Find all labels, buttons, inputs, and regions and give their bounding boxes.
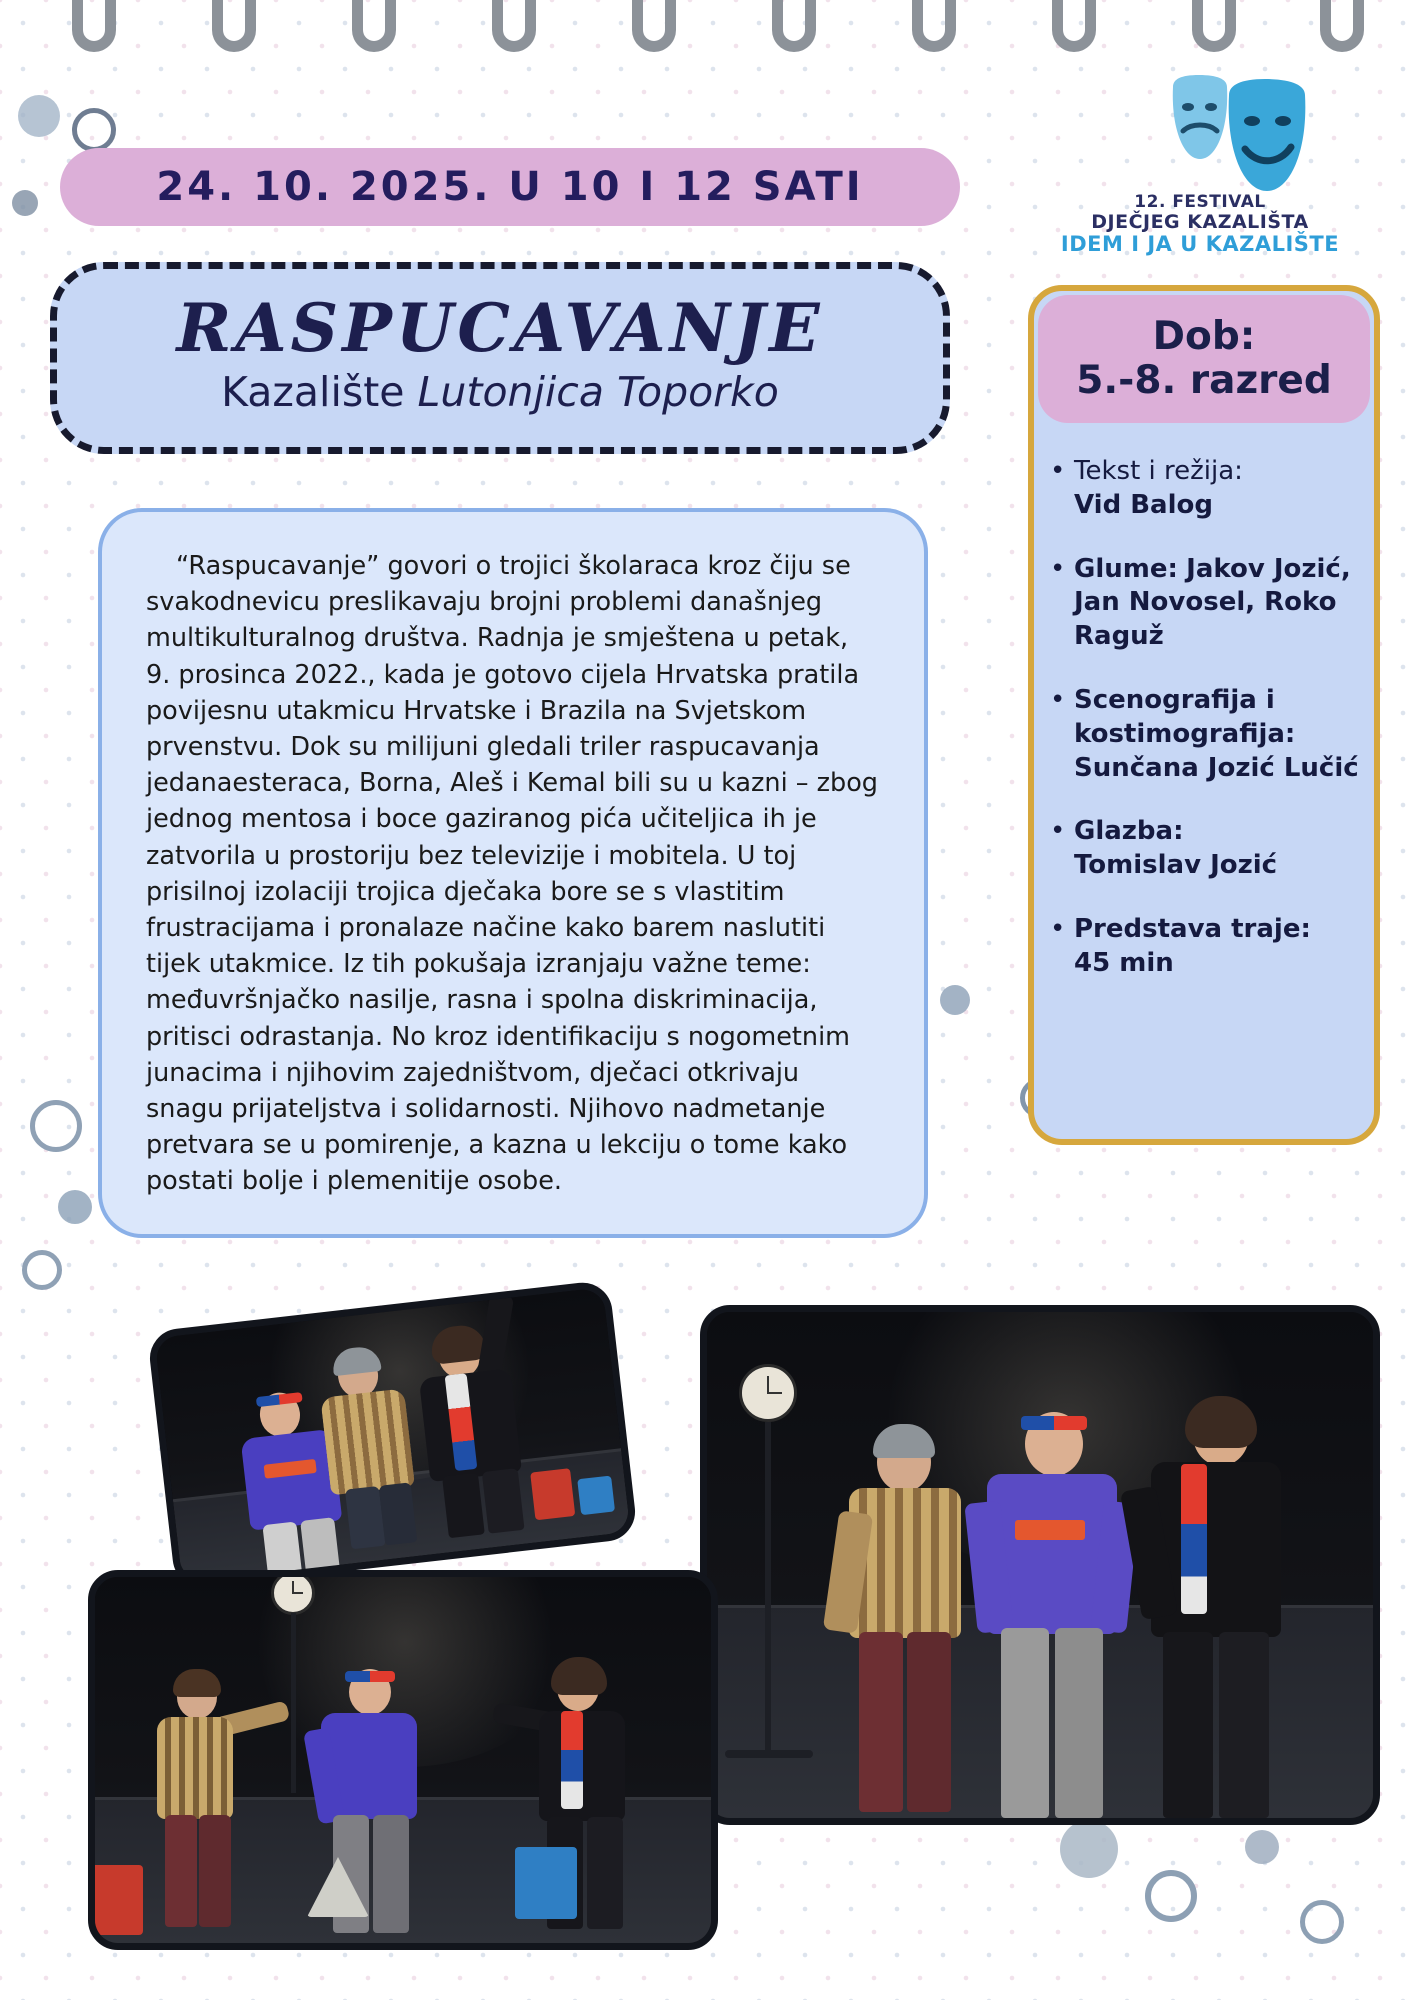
- actor-legs: [482, 1468, 525, 1534]
- bullet-icon: •: [1050, 456, 1066, 486]
- actor-torso: [157, 1717, 233, 1819]
- actor-legs: [1001, 1628, 1049, 1818]
- actor-shirt-print: [1015, 1520, 1085, 1540]
- theatre-masks-icon: [1155, 73, 1345, 203]
- stage-prop-box: [530, 1468, 575, 1520]
- age-label: Dob:: [1152, 314, 1256, 360]
- festival-line-3: IDEM I JA U KAZALIŠTE: [1060, 232, 1340, 257]
- title-card: [50, 262, 950, 454]
- actor-headband: [345, 1671, 395, 1682]
- decor-circle: [22, 1250, 62, 1290]
- credit-label: Predstava traje:: [1074, 913, 1311, 944]
- stage-clock: [271, 1571, 315, 1615]
- decor-circle: [1245, 1830, 1279, 1864]
- bullet-icon: •: [1050, 816, 1066, 847]
- credit-label: Scenografija i kostimografija:: [1074, 684, 1296, 749]
- decor-circle: [1145, 1870, 1197, 1922]
- clock-stand: [291, 1613, 296, 1793]
- decor-circle: [58, 1190, 92, 1224]
- actor-legs: [442, 1473, 485, 1539]
- actor-headband: [1021, 1416, 1087, 1430]
- decor-circle: [1300, 1900, 1344, 1944]
- decor-circle: [12, 190, 38, 216]
- stage-prop-box: [515, 1847, 577, 1919]
- festival-logo-text: [1050, 193, 1350, 257]
- actor-legs: [587, 1817, 623, 1929]
- bullet-icon: •: [1050, 913, 1066, 944]
- actor-legs: [199, 1815, 231, 1927]
- age-value: 5.-8. razred: [1076, 358, 1332, 403]
- credit-text: [1074, 553, 1372, 654]
- credit-value: Vid Balog: [1074, 489, 1213, 520]
- actor-scarf: [561, 1711, 583, 1809]
- decor-circle: [940, 985, 970, 1015]
- actor-legs: [1163, 1632, 1213, 1818]
- list-item: [1050, 815, 1372, 883]
- list-item: [1050, 684, 1372, 785]
- credit-text: [1074, 913, 1311, 981]
- actor-figure: [825, 1432, 985, 1812]
- page-title: RASPUCAVANJE: [176, 289, 824, 368]
- festival-logo: [1050, 75, 1350, 255]
- photo-actors-pointing: [88, 1570, 718, 1950]
- bullet-icon: •: [1050, 553, 1066, 584]
- actor-hair: [429, 1323, 487, 1365]
- stage-prop-box: [577, 1476, 615, 1516]
- clock-stand-base: [725, 1750, 813, 1758]
- decor-circle: [72, 108, 116, 152]
- description-card: [98, 508, 928, 1238]
- credit-value: 45 min: [1074, 947, 1174, 978]
- actor-figure: [969, 1412, 1139, 1812]
- actor-legs: [373, 1815, 409, 1933]
- actor-hair: [1185, 1396, 1257, 1448]
- theatre-prefix: Kazalište: [221, 367, 418, 416]
- date-banner-text: 24. 10. 2025. U 10 I 12 SATI: [156, 164, 864, 210]
- festival-line-2: DJEČJEG KAZALIŠTA: [1091, 211, 1309, 234]
- actor-torso: [320, 1388, 415, 1495]
- actor-legs: [165, 1815, 197, 1927]
- date-banner: [60, 148, 960, 226]
- description-text: “Raspucavanje” govori o trojici školaraca kroz čiju se svakodnevicu preslikavaju brojni problemi današnjeg multikulturalnog društva. Radnja je smještena u petak, 9. prosinca 2022., kada je gotovo cijela Hrvatska pratila povijesnu utakmicu Hrvatske i Brazila na Svjetskom prvenstvu. Dok su milijuni gledali triler raspucavanja jedanaesteraca, Borna, Aleš i Kemal bili su u kazni – zbog jednog mentosa i boce gaziranog pića učiteljica ih je zatvorila u prostoriju bez televizije i mobitela. U toj prisilnoj izolaciji trojica dječaka bore se s vlastitim frustracijama i pronalaze načine kako barem naslutiti tijek utakmice. Iz tih pokušaja izranjaju važne teme: međuvršnjačko nasilje, rasna i spolna diskriminacija, pritisci odrastanja. No kroz identifikaciju s nogometnim junacima i njihovim zajedništvom, dječaci otkrivaju snagu prijateljstva i solidarnosti. Njihovo nadmetanje pretvara se u pomirenje, a kazna u lekciju o tome kako postati bolje i plemenitije osobe.: [146, 551, 887, 1197]
- actor-hair: [173, 1669, 221, 1697]
- actor-legs: [1055, 1628, 1103, 1818]
- actor-figure: [141, 1675, 291, 1925]
- actor-figure: [1127, 1404, 1307, 1814]
- theatre-name: [221, 368, 779, 416]
- credit-text: [1074, 815, 1277, 883]
- photo-three-actors-standing: [700, 1305, 1380, 1825]
- actor-legs: [859, 1632, 903, 1812]
- decor-circle: [1060, 1820, 1118, 1878]
- credit-label: Glume:: [1074, 553, 1178, 584]
- actor-legs: [1219, 1632, 1269, 1818]
- credits-list: [1050, 455, 1372, 1011]
- actor-legs: [907, 1632, 951, 1812]
- clock-stand: [765, 1422, 771, 1752]
- credit-value: Sunčana Jozić Lučić: [1074, 752, 1359, 783]
- actor-scarf: [1181, 1464, 1207, 1614]
- credit-value: Tomislav Jozić: [1074, 850, 1278, 881]
- bullet-icon: •: [1050, 684, 1066, 715]
- credit-value: Jakov Jozić, Jan Novosel, Roko Raguž: [1074, 553, 1351, 652]
- spiral-binding: [0, 0, 1414, 62]
- credit-text: [1074, 684, 1372, 785]
- festival-line-1: 12. FESTIVAL: [1134, 192, 1266, 212]
- photo-three-actors-shouting: [147, 1280, 638, 1591]
- decor-circle: [30, 1100, 82, 1152]
- decor-circle: [18, 95, 60, 137]
- theatre-company: Lutonjica Toporko: [417, 367, 779, 416]
- actor-legs: [379, 1482, 418, 1545]
- list-item: [1050, 913, 1372, 981]
- list-item: [1050, 553, 1372, 654]
- list-item: [1050, 455, 1372, 523]
- age-badge: [1038, 295, 1370, 423]
- stage-prop-box: [88, 1865, 143, 1935]
- credit-label: Tekst i režija:: [1074, 456, 1243, 486]
- credit-text: [1074, 455, 1243, 523]
- stage-clock: [739, 1364, 797, 1422]
- credit-label: Glazba:: [1074, 816, 1184, 847]
